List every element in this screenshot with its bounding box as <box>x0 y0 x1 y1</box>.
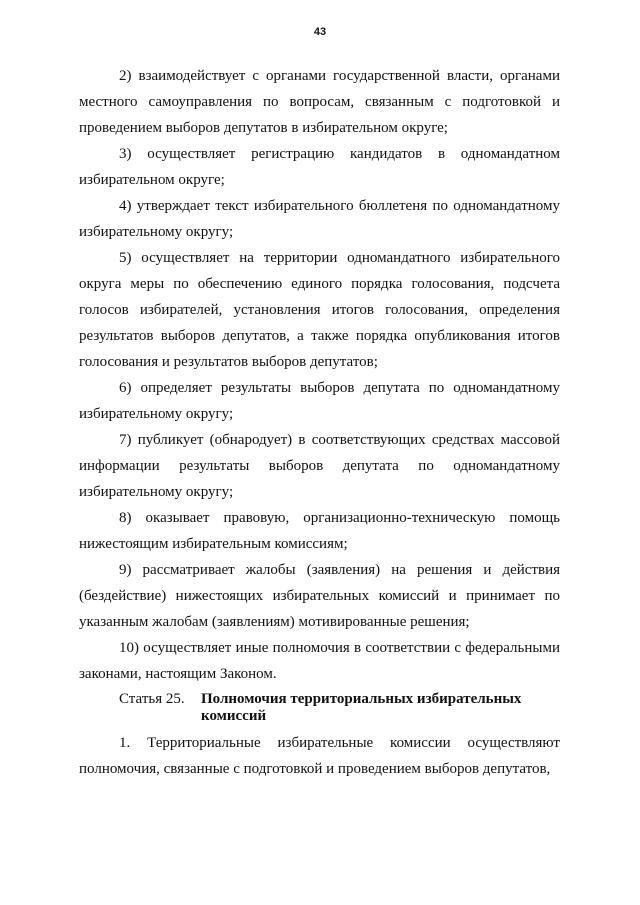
list-item-8: 8) оказывает правовую, организационно-техническую помощь нижестоящим избирательным комиссиям; <box>79 510 560 552</box>
article-number: Статья 25. <box>119 691 185 707</box>
article-heading <box>119 691 560 725</box>
list-item-3: 3) осуществляет регистрацию кандидатов в одномандатном избирательном округе; <box>79 146 560 188</box>
list-item-9: 9) рассматривает жалобы (заявления) на решения и действия (бездействие) нижестоящих избирательных комиссий и принимает по указанным жалобам (заявлениям) мотивированные решения; <box>79 562 560 630</box>
list-item-2: 2) взаимодействует с органами государственной власти, органами местного самоуправления по вопросам, связанным с подготовкой и проведением выборов депутатов в избирательном округе; <box>79 68 560 136</box>
list-item-6: 6) определяет результаты выборов депутата по одномандатному избирательному округу; <box>79 380 560 422</box>
list-item-10: 10) осуществляет иные полномочия в соответствии с федеральными законами, настоящим Законом. <box>79 640 560 682</box>
list-item-5: 5) осуществляет на территории одномандатного избирательного округа меры по обеспечению единого порядка голосования, подсчета голосов избирателей, установления итогов голосования, определения результатов выборов депутатов, а также порядка опубликования итогов голосования и результатов выборов депутатов; <box>79 250 560 370</box>
article-paragraph-1: 1. Территориальные избирательные комиссии осуществляют полномочия, связанные с подготовкой и проведением выборов депутатов, <box>79 735 560 777</box>
page-number: 43 <box>313 26 327 38</box>
document-body <box>79 63 560 782</box>
article-title: Полномочия территориальных избирательных комиссий <box>201 691 522 724</box>
list-item-4: 4) утверждает текст избирательного бюллетеня по одномандатному избирательному округу; <box>79 198 560 240</box>
list-item-7: 7) публикует (обнародует) в соответствующих средствах массовой информации результаты выборов депутата по одномандатному избирательному округу; <box>79 432 560 500</box>
